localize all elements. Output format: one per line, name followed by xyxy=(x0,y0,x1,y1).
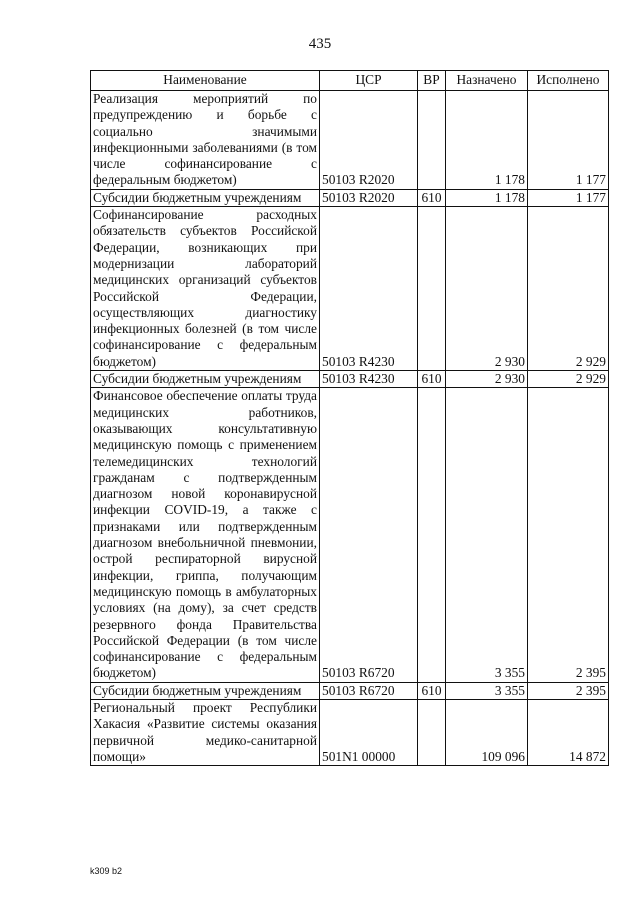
row-assigned: 1 178 xyxy=(446,91,528,190)
row-assigned: 2 930 xyxy=(446,371,528,388)
header-name: Наименование xyxy=(91,71,320,91)
page-number: 435 xyxy=(308,36,332,52)
row-csr: 50103 R6720 xyxy=(320,682,418,699)
row-vr: 610 xyxy=(418,189,446,206)
table-row xyxy=(91,91,609,190)
row-vr: 610 xyxy=(418,371,446,388)
row-assigned: 2 930 xyxy=(446,207,528,371)
row-csr: 50103 R2020 xyxy=(320,91,418,190)
header-executed: Исполнено xyxy=(528,71,609,91)
row-vr xyxy=(418,207,446,371)
row-name: Региональный проект Республики Хакасия «Развитие системы оказания первичной медико-санитарной помощи» xyxy=(91,699,320,765)
footer-code: k309 b2 xyxy=(90,866,123,876)
table-row xyxy=(91,699,609,765)
header-csr: ЦСР xyxy=(320,71,418,91)
row-vr xyxy=(418,388,446,682)
row-vr xyxy=(418,91,446,190)
row-name: Субсидии бюджетным учреждениям xyxy=(91,682,320,699)
header-assigned: Назначено xyxy=(446,71,528,91)
row-vr xyxy=(418,699,446,765)
row-csr: 50103 R2020 xyxy=(320,189,418,206)
row-executed: 2 395 xyxy=(528,682,609,699)
row-assigned: 109 096 xyxy=(446,699,528,765)
table-row xyxy=(91,388,609,682)
table-row xyxy=(91,371,609,388)
table-header-row xyxy=(91,71,609,91)
row-vr: 610 xyxy=(418,682,446,699)
header-vr: ВР xyxy=(418,71,446,91)
row-assigned: 3 355 xyxy=(446,682,528,699)
row-executed: 2 395 xyxy=(528,388,609,682)
row-executed: 1 177 xyxy=(528,91,609,190)
row-assigned: 1 178 xyxy=(446,189,528,206)
row-csr: 50103 R6720 xyxy=(320,388,418,682)
table-row xyxy=(91,207,609,371)
row-executed: 1 177 xyxy=(528,189,609,206)
row-csr: 50103 R4230 xyxy=(320,207,418,371)
row-executed: 2 929 xyxy=(528,207,609,371)
row-executed: 2 929 xyxy=(528,371,609,388)
row-name: Финансовое обеспечение оплаты труда медицинских работников, оказывающих консультативную медицинскую помощь с применением телемедицинских технологий гражданам с подтвержденным диагнозом новой коронавирусной инфекции COVID-19, а также с признаками или подтвержденным диагнозом внебольничной пневмонии, острой респираторной вирусной инфекции, гриппа, получающим медицинскую помощь в амбулаторных условиях (на дому), за счет средств резервного фонда Правительства Российской Федерации (в том числе софинансирование с федеральным бюджетом) xyxy=(91,388,320,682)
row-assigned: 3 355 xyxy=(446,388,528,682)
row-name: Реализация мероприятий по предупреждению и борьбе с социально значимыми инфекционными заболеваниями (в том числе софинансирование с федеральным бюджетом) xyxy=(91,91,320,190)
row-name: Субсидии бюджетным учреждениям xyxy=(91,189,320,206)
row-executed: 14 872 xyxy=(528,699,609,765)
row-name: Субсидии бюджетным учреждениям xyxy=(91,371,320,388)
table-row xyxy=(91,682,609,699)
row-csr: 50103 R4230 xyxy=(320,371,418,388)
table-row xyxy=(91,189,609,206)
row-csr: 501N1 00000 xyxy=(320,699,418,765)
row-name: Софинансирование расходных обязательств субъектов Российской Федерации, возникающих при модернизации лабораторий медицинских организаций субъектов Российской Федерации, осуществляющих диагностику инфекционных болезней (в том числе софинансирование с федеральным бюджетом) xyxy=(91,207,320,371)
budget-table xyxy=(90,70,609,766)
